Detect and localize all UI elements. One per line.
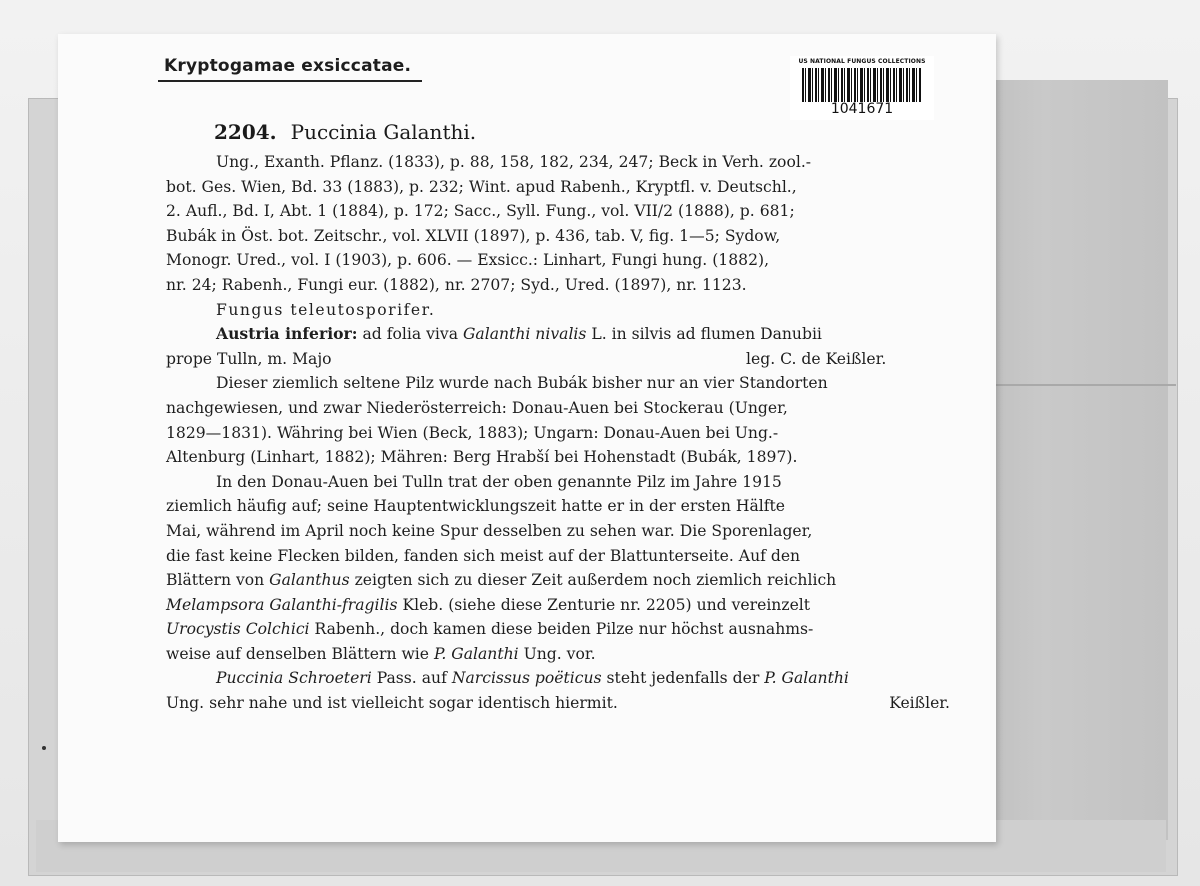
discussion-line: ziemlich häufig auf; seine Hauptentwicklungszeit hatte er in der ersten Hälfte xyxy=(166,497,786,516)
entry-number: 2204. xyxy=(214,120,277,144)
barcode-label xyxy=(790,56,934,120)
reference-line: Bubák in Öst. bot. Zeitschr., vol. XLVII (1897), p. 436, tab. V, fig. 1—5; Sydow, xyxy=(166,226,781,245)
reference-line: Monogr. Ured., vol. I (1903), p. 606. — Exsicc.: Linhart, Fungi hung. (1882), xyxy=(166,251,770,270)
collector: leg. C. de Keißler. xyxy=(746,349,887,368)
locality-place: prope Tulln, m. Majo xyxy=(166,349,332,368)
label-body xyxy=(166,150,966,716)
barcode-caption: US NATIONAL FUNGUS COLLECTIONS xyxy=(798,58,926,65)
text-span: weise auf denselben Blättern wie xyxy=(166,644,430,663)
taxon-name: Puccinia Schroeteri xyxy=(216,669,372,688)
barcode-icon xyxy=(802,68,922,102)
entry-heading xyxy=(214,120,476,144)
discussion-line xyxy=(166,568,966,593)
locality-line xyxy=(166,322,966,347)
discussion-line xyxy=(166,642,966,667)
author-signature: Keißler. xyxy=(889,694,950,713)
discussion-line: Mai, während im April noch keine Spur desselben zu sehen war. Die Sporenlager, xyxy=(166,521,813,540)
taxon-name: Melampsora Galanthi-fragilis xyxy=(166,595,398,614)
series-title-underline xyxy=(158,80,422,82)
text-span: zeigten sich zu dieser Zeit außerdem noch ziemlich reichlich xyxy=(354,571,837,590)
discussion-line: Dieser ziemlich seltene Pilz wurde nach Bubák bisher nur an vier Standorten xyxy=(216,374,828,393)
text-span: Ung. sehr nahe und ist vielleicht sogar identisch hiermit. xyxy=(166,694,618,713)
locality-region: Austria inferior: xyxy=(216,324,358,344)
discussion-line: 1829—1831). Währing bei Wien (Beck, 1883); Ungarn: Donau-Auen bei Ung.- xyxy=(166,423,779,442)
species-name: Puccinia Galanthi. xyxy=(290,120,477,144)
discussion-line: In den Donau-Auen bei Tulln trat der oben genannte Pilz im Jahre 1915 xyxy=(216,472,782,491)
text-span: Ung. vor. xyxy=(523,644,596,663)
discussion-line xyxy=(166,617,966,642)
host-name: Galanthi nivalis xyxy=(462,325,587,344)
text-span: Pass. auf xyxy=(376,669,447,688)
discussion-line: nachgewiesen, und zwar Niederösterreich: Donau-Auen bei Stockerau (Unger, xyxy=(166,398,788,417)
text-span: Rabenh., doch kamen diese beiden Pilze nur höchst ausnahms- xyxy=(314,620,814,639)
reference-line: Ung., Exanth. Pflanz. (1833), p. 88, 158, 182, 234, 247; Beck in Verh. zool.- xyxy=(216,153,812,171)
discussion-line xyxy=(166,666,966,691)
spore-stage: Fungus teleutosporifer. xyxy=(216,300,436,319)
taxon-name: Urocystis Colchici xyxy=(166,620,310,639)
discussion-line: Altenburg (Linhart, 1882); Mähren: Berg Hrabší bei Hohenstadt (Bubák, 1897). xyxy=(166,448,798,467)
text-span: steht jedenfalls der xyxy=(606,669,760,688)
taxon-name: P. Galanthi xyxy=(434,644,519,663)
text-span: Kleb. (siehe diese Zenturie nr. 2205) und vereinzelt xyxy=(402,595,811,614)
barcode-number: 1041671 xyxy=(830,101,894,117)
taxon-name: Narcissus poëticus xyxy=(451,669,602,688)
locality-pre: ad folia viva xyxy=(362,325,458,344)
reference-line: nr. 24; Rabenh., Fungi eur. (1882), nr. 2707; Syd., Ured. (1897), nr. 1123. xyxy=(166,275,747,294)
taxon-name: P. Galanthi xyxy=(764,669,849,688)
series-title: Kryptogamae exsiccatae. xyxy=(164,56,412,76)
discussion-line xyxy=(166,593,966,618)
text-span: Blättern von xyxy=(166,571,265,590)
reference-line: bot. Ges. Wien, Bd. 33 (1883), p. 232; Wint. apud Rabenh., Kryptfl. v. Deutschl., xyxy=(166,177,797,196)
locality-post: L. in silvis ad flumen Danubii xyxy=(591,325,822,344)
discussion-line: die fast keine Flecken bilden, fanden sich meist auf der Blattunterseite. Auf den xyxy=(166,546,801,565)
locality-line-2 xyxy=(166,347,966,372)
pin-mark xyxy=(42,746,46,750)
taxon-name: Galanthus xyxy=(269,571,350,590)
discussion-line xyxy=(166,691,966,716)
reference-line: 2. Aufl., Bd. I, Abt. 1 (1884), p. 172; Sacc., Syll. Fung., vol. VII/2 (1888), p. 681; xyxy=(166,202,795,221)
